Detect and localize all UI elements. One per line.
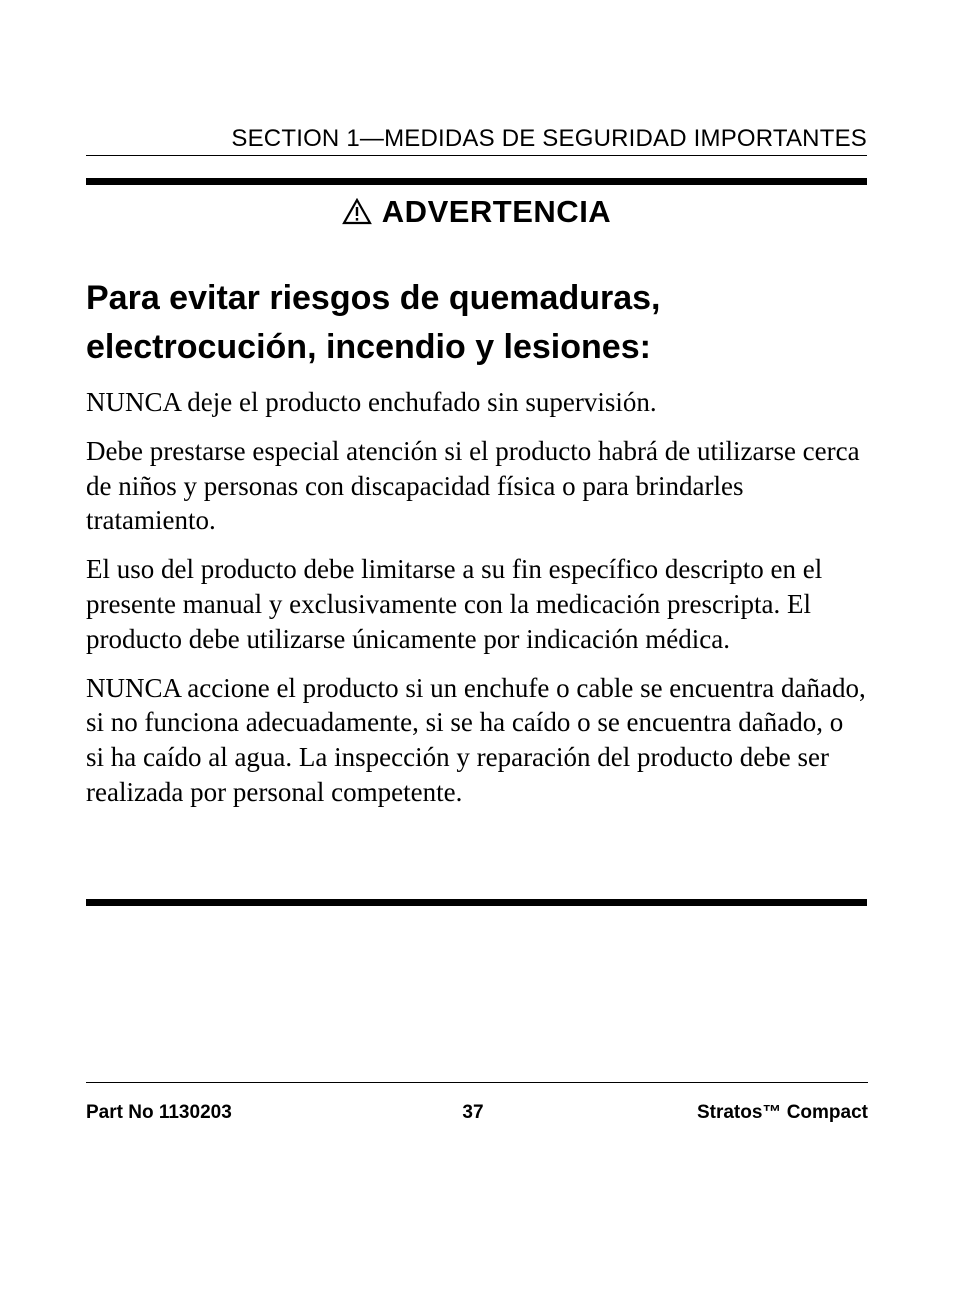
product-name: Stratos™ Compact [696,1102,868,1123]
warning-label: ADVERTENCIA [381,194,612,229]
warning-body [86,385,867,824]
bottom-warning-rule [86,899,867,906]
warning-triangle-icon [342,198,372,225]
paragraph: El uso del producto debe limitarse a su fin específico descripto en el presente manual y exclusivamente con la medicación prescripta. El producto debe utilizarse únicamente por indicación médica. [86,554,823,654]
paragraph: NUNCA deje el producto enchufado sin supervisión. [86,387,657,417]
page-footer [86,1082,868,1123]
top-warning-rule [86,178,867,185]
section-header [86,123,867,156]
part-number: Part No 1130203 [86,1102,232,1123]
section-title: SECTION 1—MEDIDAS DE SEGURIDAD IMPORTANTES [231,125,867,152]
warning-heading [86,192,867,232]
main-heading [86,274,867,372]
page-number: 37 [462,1102,484,1123]
main-heading-line1: Para evitar riesgos de quemaduras, [86,279,661,317]
paragraph: NUNCA accione el producto si un enchufe o cable se encuentra dañado, si no funciona adecuadamente, si se ha caído o se encuentra dañado, o si ha caído al agua. La inspección y reparación del producto debe ser realizada por personal competente. [86,672,866,807]
main-heading-line2: electrocución, incendio y lesiones: [86,328,651,366]
paragraph: Debe prestarse especial atención si el producto habrá de utilizarse cerca de niños y personas con discapacidad física o para brindarles tratamiento. [86,435,860,536]
